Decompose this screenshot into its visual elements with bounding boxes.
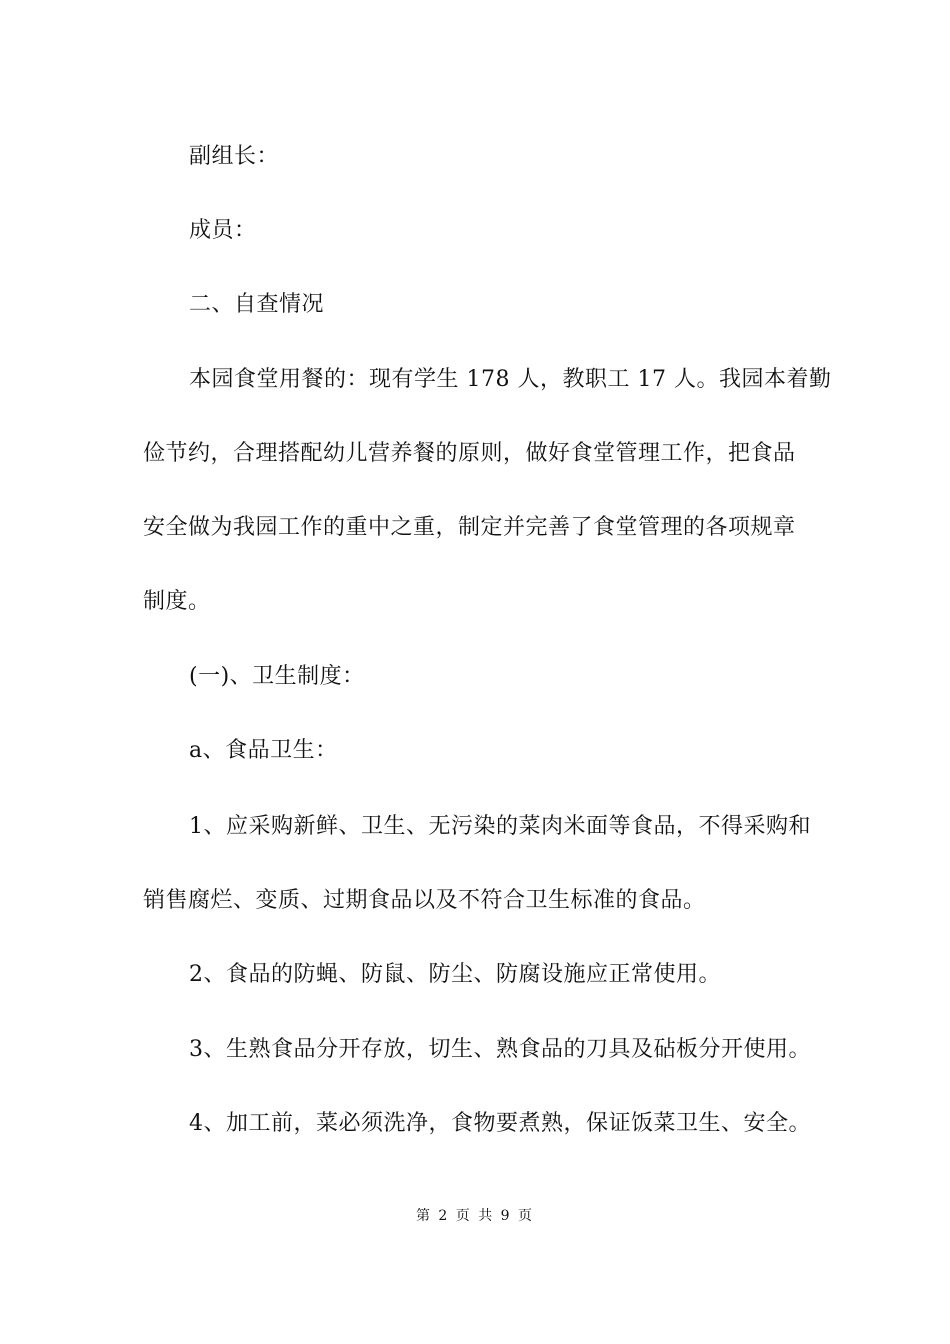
list-item-1-continued: 销售腐烂、变质、过期食品以及不符合卫生标准的食品。 [143, 888, 706, 913]
text-line-members: 成员： [189, 218, 257, 243]
paragraph-line: 本园食堂用餐的：现有学生 178 人，教职工 17 人。我园本着勤 [189, 367, 832, 392]
subheading-hygiene-system: (一)、卫生制度： [189, 664, 365, 689]
paragraph-line: 安全做为我园工作的重中之重，制定并完善了食堂管理的各项规章 [143, 515, 796, 540]
paragraph-line: 俭节约，合理搭配幼儿营养餐的原则，做好食堂管理工作，把食品 [143, 441, 796, 466]
page-number-footer: 第 2 页 共 9 页 [415, 1208, 535, 1224]
paragraph-line: 制度。 [143, 589, 211, 614]
subheading-food-hygiene: a、食品卫生： [189, 738, 338, 763]
list-item-1: 1、应采购新鲜、卫生、无污染的菜肉米面等食品，不得采购和 [189, 814, 811, 839]
list-item-4: 4、加工前，菜必须洗净，食物要煮熟，保证饭菜卫生、安全。 [189, 1111, 811, 1136]
section-heading-self-check: 二、自查情况 [189, 292, 325, 317]
list-item-3: 3、生熟食品分开存放，切生、熟食品的刀具及砧板分开使用。 [189, 1037, 811, 1062]
text-line-deputy-leader: 副组长： [189, 144, 280, 169]
list-item-2: 2、食品的防蝇、防鼠、防尘、防腐设施应正常使用。 [189, 962, 721, 987]
